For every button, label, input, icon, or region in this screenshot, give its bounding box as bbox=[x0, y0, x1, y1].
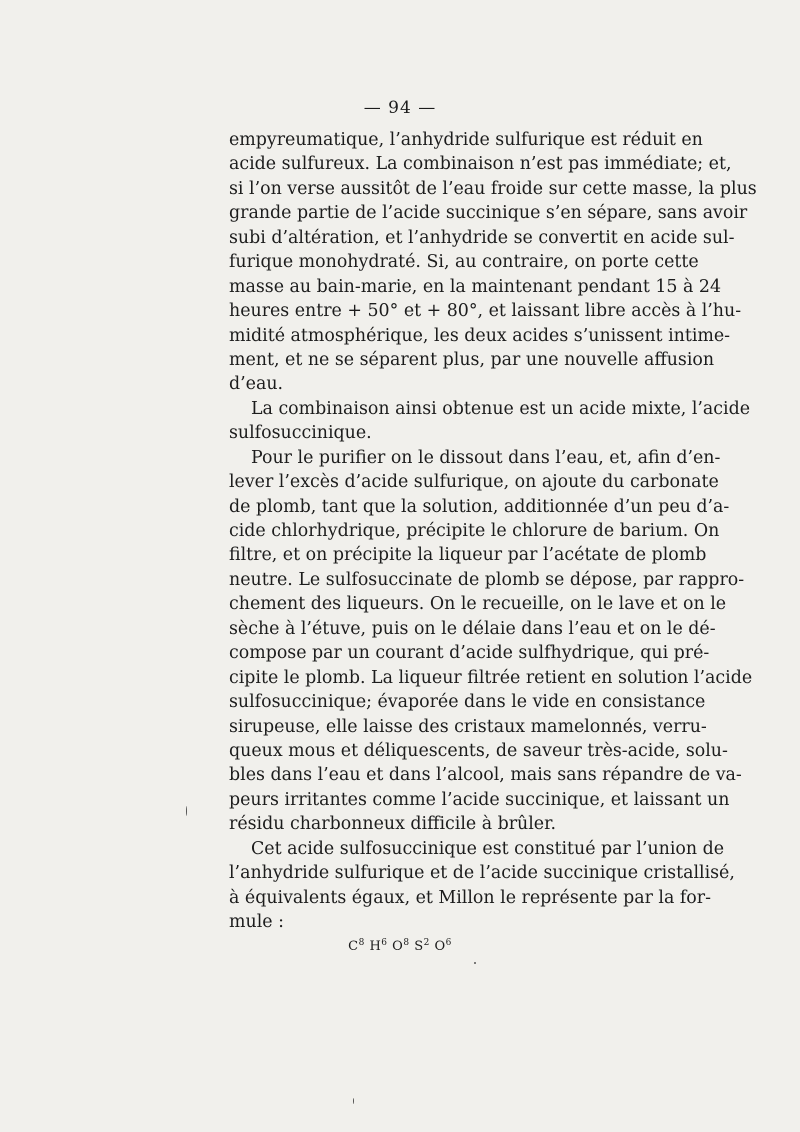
text-line: empyreumatique, l’anhydride sulfurique est réduit en bbox=[229, 130, 703, 150]
formula-symbol: O bbox=[434, 939, 446, 954]
text-line: à équivalents égaux, et Millon le représente par la for- bbox=[229, 887, 711, 908]
text-line: d’eau. bbox=[229, 374, 284, 395]
text-line: queux mous et déliquescents, de saveur très-acide, solu- bbox=[229, 740, 728, 761]
paper-speck bbox=[353, 1098, 354, 1104]
paper-speck bbox=[474, 962, 476, 964]
text-line: cide chlorhydrique, précipite le chlorure de barium. On bbox=[229, 521, 720, 541]
formula-symbol: O bbox=[392, 939, 404, 954]
formula-subscript: 6 bbox=[445, 938, 452, 948]
text-line: mule : bbox=[229, 912, 284, 932]
text-line: cipite le plomb. La liqueur filtrée retient en solution l’acide bbox=[229, 667, 753, 688]
text-line: sirupeuse, elle laisse des cristaux mamelonnés, verru- bbox=[229, 716, 707, 737]
text-line: Cet acide sulfosuccinique est constitué par l’union de bbox=[251, 838, 725, 859]
text-line: peurs irritantes comme l’acide succinique, et laissant un bbox=[229, 789, 730, 810]
text-line: l’anhydride sulfurique et de l’acide succinique cristallisé, bbox=[229, 863, 735, 884]
formula-symbol: C bbox=[348, 939, 359, 954]
text-line: La combinaison ainsi obtenue est un acide mixte, l’acide bbox=[251, 398, 751, 419]
text-line: filtre, et on précipite la liqueur par l’acétate de plomb bbox=[229, 545, 707, 566]
text-line: grande partie de l’acide succinique s’en sépare, sans avoir bbox=[229, 203, 748, 224]
text-line: neutre. Le sulfosuccinate de plomb se dépose, par rappro- bbox=[229, 569, 745, 590]
formula-subscript: 2 bbox=[423, 938, 430, 948]
chemical-formula bbox=[0, 931, 800, 959]
formula-subscript: 6 bbox=[381, 938, 388, 948]
text-line: si l’on verse aussitôt de l’eau froide sur cette masse, la plus bbox=[229, 178, 757, 199]
text-line: sèche à l’étuve, puis on le délaie dans l’eau et on le dé- bbox=[229, 618, 716, 639]
text-line: subi d’altération, et l’anhydride se convertit en acide sul- bbox=[229, 227, 735, 248]
text-line: acide sulfureux. La combinaison n’est pas immédiate; et, bbox=[229, 154, 732, 175]
text-line: heures entre + 50° et + 80°, et laissant libre accès à l’hu- bbox=[229, 301, 742, 322]
text-line: Pour le purifier on le dissout dans l’eau, et, afin d’en- bbox=[251, 447, 721, 468]
text-line: sulfosuccinique; évaporée dans le vide en consistance bbox=[229, 692, 706, 713]
formula-symbol: S bbox=[414, 939, 424, 954]
text-line: ment, et ne se séparent plus, par une nouvelle affusion bbox=[229, 349, 715, 370]
formula-subscript: 8 bbox=[403, 938, 410, 948]
text-line: midité atmosphérique, les deux acides s’unissent intime- bbox=[229, 325, 731, 346]
text-line: furique monohydraté. Si, au contraire, on porte cette bbox=[229, 252, 699, 273]
page-number: — 94 — bbox=[363, 98, 437, 118]
text-line: sulfosuccinique. bbox=[229, 423, 372, 444]
text-line: masse au bain-marie, en la maintenant pendant 15 à 24 bbox=[229, 276, 722, 297]
text-line: chement des liqueurs. On le recueille, on le lave et on le bbox=[229, 594, 727, 615]
text-line: bles dans l’eau et dans l’alcool, mais sans répandre de va- bbox=[229, 765, 742, 786]
formula-subscript: 8 bbox=[358, 938, 365, 948]
text-line: compose par un courant d’acide sulfhydrique, qui pré- bbox=[229, 643, 710, 664]
body-text bbox=[229, 128, 757, 934]
text-line: résidu charbonneux difficile à brûler. bbox=[229, 814, 557, 835]
formula-symbol: H bbox=[369, 939, 382, 954]
paper-speck bbox=[186, 806, 187, 816]
text-line: de plomb, tant que la solution, additionnée d’un peu d’a- bbox=[229, 496, 730, 517]
text-line: lever l’excès d’acide sulfurique, on ajoute du carbonate bbox=[229, 472, 719, 493]
